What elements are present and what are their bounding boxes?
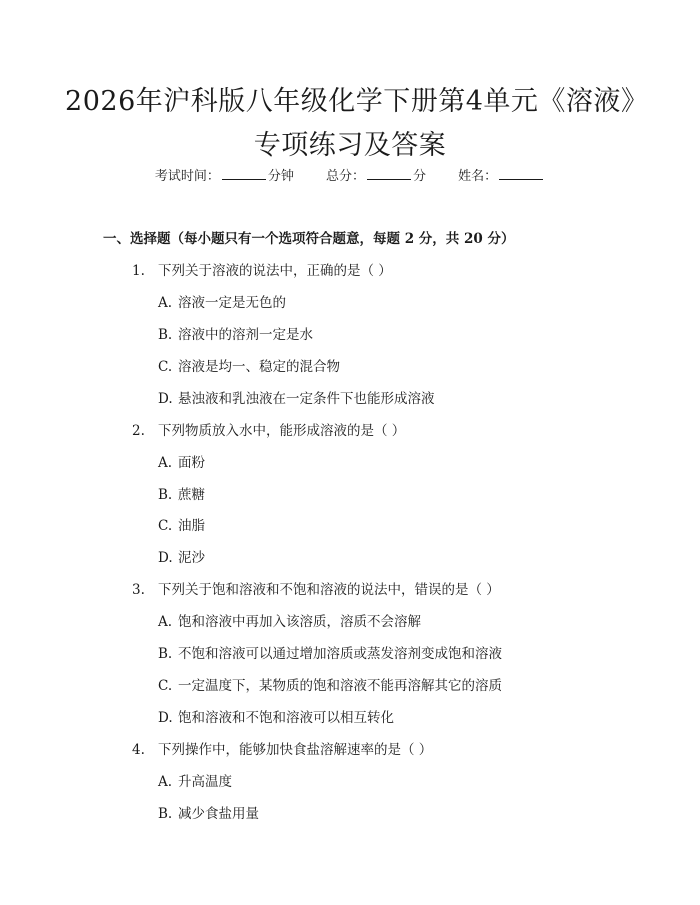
student-name-blank[interactable]	[499, 166, 543, 180]
total-score	[326, 166, 426, 187]
option-text: 油脂	[178, 518, 205, 534]
option-text: 泥沙	[178, 550, 205, 566]
option-text: 升高温度	[178, 774, 232, 790]
page-title: 2026年沪科版八年级化学下册第4单元《溶液》专项练习及答案	[65, 86, 635, 161]
question-3	[132, 580, 500, 600]
exam-meta	[0, 166, 700, 187]
total-score-label: 总分：	[325, 169, 365, 184]
option-1b	[158, 325, 313, 345]
question-text: 下列关于饱和溶液和不饱和溶液的说法中，错误的是（ ）	[158, 582, 500, 598]
exam-time-unit: 分钟	[267, 169, 294, 184]
option-letter: B.	[158, 487, 173, 503]
option-text: 面粉	[178, 455, 205, 471]
option-letter: D.	[158, 710, 173, 726]
option-text: 减少食盐用量	[178, 806, 259, 822]
total-score-unit: 分	[413, 169, 427, 184]
question-text: 下列关于溶液的说法中，正确的是（ ）	[158, 263, 392, 279]
option-text: 溶液中的溶剂一定是水	[178, 327, 313, 343]
option-text: 蔗糖	[178, 487, 205, 503]
option-1a	[158, 293, 286, 313]
option-letter: C.	[158, 518, 173, 534]
option-letter: B.	[158, 327, 173, 343]
option-4b	[158, 804, 259, 824]
option-text: 溶液一定是无色的	[178, 295, 286, 311]
option-letter: C.	[158, 359, 173, 375]
option-2d	[158, 548, 205, 568]
option-3c	[158, 676, 502, 696]
question-number: 3.	[132, 582, 145, 598]
option-letter: B.	[158, 646, 173, 662]
exam-time-blank[interactable]	[222, 166, 266, 180]
option-letter: B.	[158, 806, 173, 822]
option-text: 饱和溶液和不饱和溶液可以相互转化	[178, 710, 394, 726]
option-text: 饱和溶液中再加入该溶质，溶质不会溶解	[178, 614, 421, 630]
option-text: 悬浊液和乳浊液在一定条件下也能形成溶液	[178, 391, 435, 407]
option-letter: A.	[158, 455, 173, 471]
option-letter: D.	[158, 550, 173, 566]
total-score-blank[interactable]	[367, 166, 411, 180]
option-2c	[158, 516, 205, 536]
option-text: 溶液是均一、稳定的混合物	[178, 359, 340, 375]
question-text: 下列操作中，能够加快食盐溶解速率的是（ ）	[158, 742, 433, 758]
option-letter: A.	[158, 295, 173, 311]
option-letter: C.	[158, 678, 173, 694]
question-1	[132, 261, 392, 281]
exam-time-label: 考试时间：	[154, 169, 220, 184]
section-heading: 一、选择题（每小题只有一个选项符合题意，每题 2 分，共 20 分）	[103, 231, 515, 247]
option-3b	[158, 644, 502, 664]
option-text: 不饱和溶液可以通过增加溶质或蒸发溶剂变成饱和溶液	[178, 646, 502, 662]
exam-time	[155, 166, 294, 187]
question-number: 4.	[132, 742, 145, 758]
option-letter: D.	[158, 391, 173, 407]
student-name	[458, 166, 545, 187]
option-letter: A.	[158, 614, 173, 630]
question-text: 下列物质放入水中，能形成溶液的是（ ）	[158, 423, 406, 439]
option-2a	[158, 453, 205, 473]
option-1d	[158, 389, 435, 409]
student-name-label: 姓名：	[458, 169, 498, 184]
option-3d	[158, 708, 394, 728]
question-number: 2.	[132, 423, 145, 439]
option-4a	[158, 772, 232, 792]
option-1c	[158, 357, 340, 377]
option-2b	[158, 485, 205, 505]
question-2	[132, 421, 405, 441]
question-4	[132, 740, 432, 760]
question-number: 1.	[132, 263, 145, 279]
option-3a	[158, 612, 421, 632]
option-text: 一定温度下，某物质的饱和溶液不能再溶解其它的溶质	[178, 678, 502, 694]
option-letter: A.	[158, 774, 173, 790]
